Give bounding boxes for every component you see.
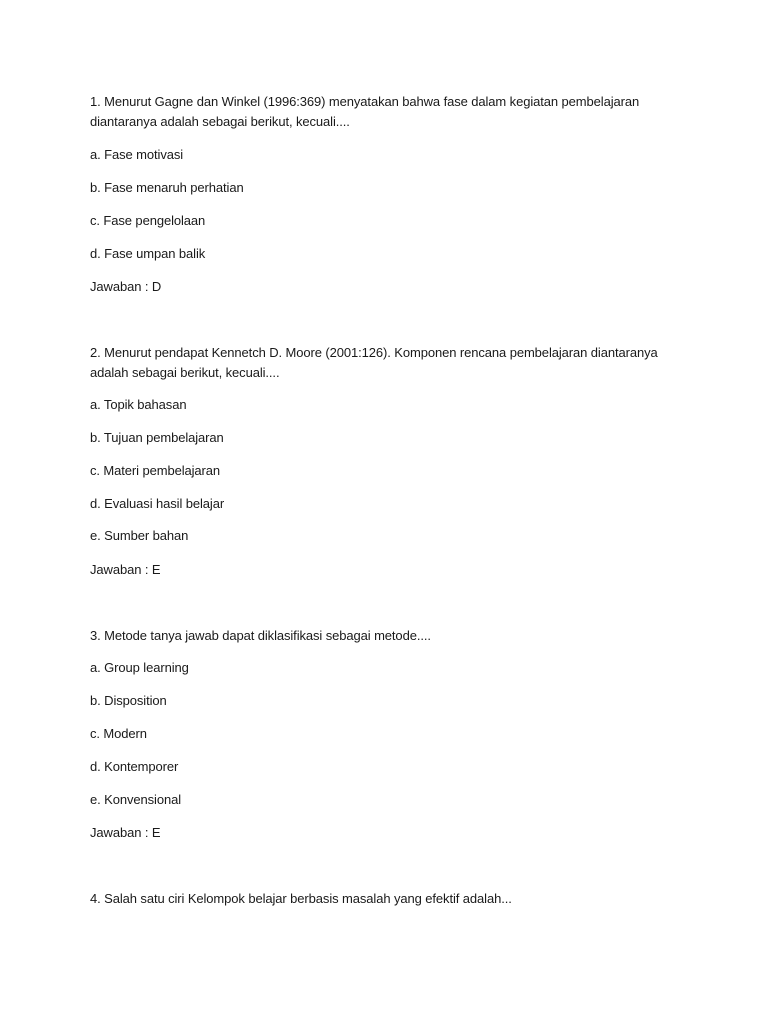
question-4-stem-line-1: 4. Salah satu ciri Kelompok belajar berbasis masalah yang efektif adalah... — [90, 891, 512, 906]
question-1-option-d: d. Fase umpan balik — [90, 246, 206, 261]
question-3-answer: Jawaban : E — [90, 825, 161, 840]
question-1-stem-line-2: diantaranya adalah sebagai berikut, kecuali.... — [90, 114, 350, 129]
question-2-answer: Jawaban : E — [90, 562, 161, 577]
question-2-option-b: b. Tujuan pembelajaran — [90, 430, 224, 445]
question-3-option-b: b. Disposition — [90, 693, 167, 708]
question-3-stem-line-1: 3. Metode tanya jawab dapat diklasifikasi sebagai metode.... — [90, 628, 431, 643]
question-2-stem-line-2: adalah sebagai berikut, kecuali.... — [90, 365, 280, 380]
question-2-option-d: d. Evaluasi hasil belajar — [90, 496, 225, 511]
question-2-stem-line-1: 2. Menurut pendapat Kennetch D. Moore (2001:126). Komponen rencana pembelajaran diantaranya — [90, 345, 658, 360]
question-3-option-d: d. Kontemporer — [90, 759, 179, 774]
question-2-option-e: e. Sumber bahan — [90, 528, 189, 543]
question-3-option-e: e. Konvensional — [90, 792, 182, 807]
question-1-option-c: c. Fase pengelolaan — [90, 213, 206, 228]
question-1-option-b: b. Fase menaruh perhatian — [90, 180, 244, 195]
question-1-stem-line-1: 1. Menurut Gagne dan Winkel (1996:369) menyatakan bahwa fase dalam kegiatan pembelajaran — [90, 94, 640, 109]
question-3-option-c: c. Modern — [90, 726, 147, 741]
question-1-option-a: a. Fase motivasi — [90, 147, 184, 162]
question-1-answer: Jawaban : D — [90, 279, 162, 294]
question-2-option-a: a. Topik bahasan — [90, 397, 187, 412]
question-2-option-c: c. Materi pembelajaran — [90, 463, 221, 478]
question-3-option-a: a. Group learning — [90, 660, 189, 675]
